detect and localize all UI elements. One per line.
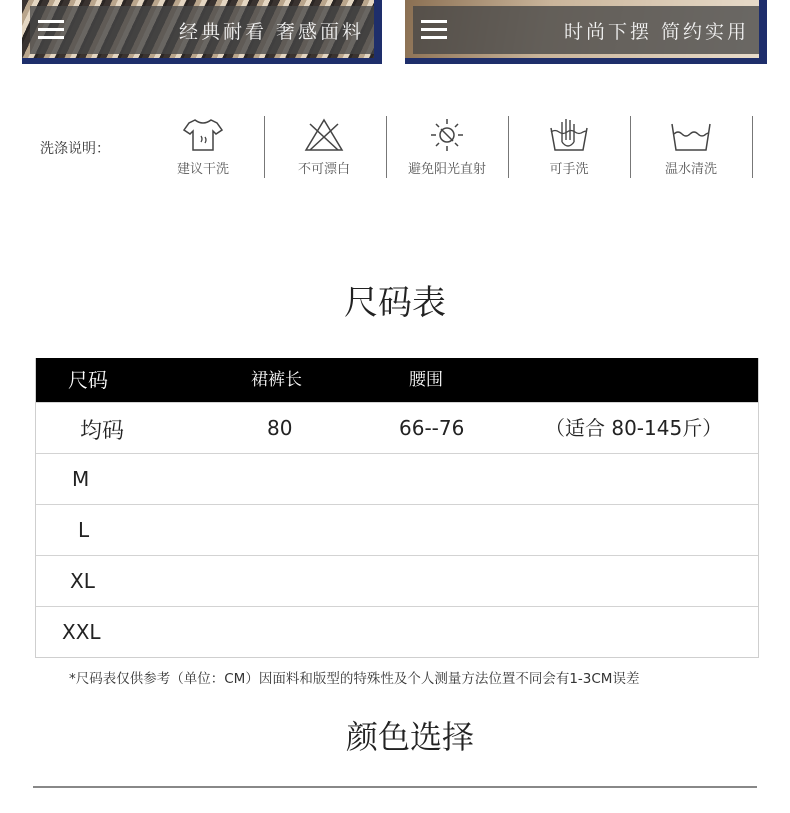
tshirt-dry-clean-icon xyxy=(181,116,225,154)
banner-caption: 经典耐看 奢感面料 xyxy=(178,20,364,43)
banner-bar xyxy=(30,6,374,54)
cell-waist: 66--76 xyxy=(399,416,465,440)
table-row xyxy=(36,606,758,657)
hand-wash-icon xyxy=(547,116,591,154)
cell-length: 80 xyxy=(267,416,293,440)
wash-item-hand-wash xyxy=(509,116,629,177)
wash-item-label: 不可漂白 xyxy=(297,162,350,177)
menu-icon[interactable] xyxy=(421,20,447,40)
table-row xyxy=(36,402,758,453)
wash-item-label: 可手洗 xyxy=(549,162,589,177)
size-chart-title: 尺码表 xyxy=(344,283,446,323)
banner-right xyxy=(405,0,767,64)
divider xyxy=(752,116,753,178)
cell-size: 均码 xyxy=(80,419,125,444)
table-row xyxy=(36,453,758,504)
sun-avoid-icon xyxy=(425,116,469,154)
table-header xyxy=(36,358,758,402)
wash-item-label: 避免阳光直射 xyxy=(407,162,486,177)
wash-item-avoid-sun xyxy=(387,116,507,177)
banner-left xyxy=(22,0,382,64)
menu-icon[interactable] xyxy=(38,20,64,40)
table-row xyxy=(36,504,758,555)
washing-label: 洗涤说明： xyxy=(40,141,110,157)
wash-item-warm-water xyxy=(631,116,751,177)
cell-size: M xyxy=(72,467,90,491)
size-chart-note: *尺码表仅供参考（单位：CM）因面料和版型的特殊性及个人测量方法位置不同会有1-3CM误差 xyxy=(69,671,640,687)
wash-item-label: 建议干洗 xyxy=(176,162,229,177)
header-waist: 腰围 xyxy=(409,370,443,390)
cell-size: XXL xyxy=(62,620,101,644)
wash-item-label: 温水清洗 xyxy=(664,162,717,177)
section-divider xyxy=(33,786,757,788)
cell-fit: （适合 80-145斤） xyxy=(545,416,723,440)
no-bleach-icon xyxy=(302,116,346,154)
color-section-title: 颜色选择 xyxy=(345,718,474,756)
wash-item-no-bleach xyxy=(264,116,384,177)
warm-water-icon xyxy=(669,116,713,154)
banner-caption: 时尚下摆 简约实用 xyxy=(563,20,749,43)
size-table xyxy=(35,358,759,658)
cell-size: L xyxy=(78,518,90,542)
table-row xyxy=(36,555,758,606)
banner-bar xyxy=(413,6,759,54)
header-length: 裙裤长 xyxy=(251,370,302,390)
washing-instructions xyxy=(0,110,790,190)
wash-item-dry-clean xyxy=(143,116,263,177)
header-size: 尺码 xyxy=(68,368,108,392)
cell-size: XL xyxy=(70,569,95,593)
